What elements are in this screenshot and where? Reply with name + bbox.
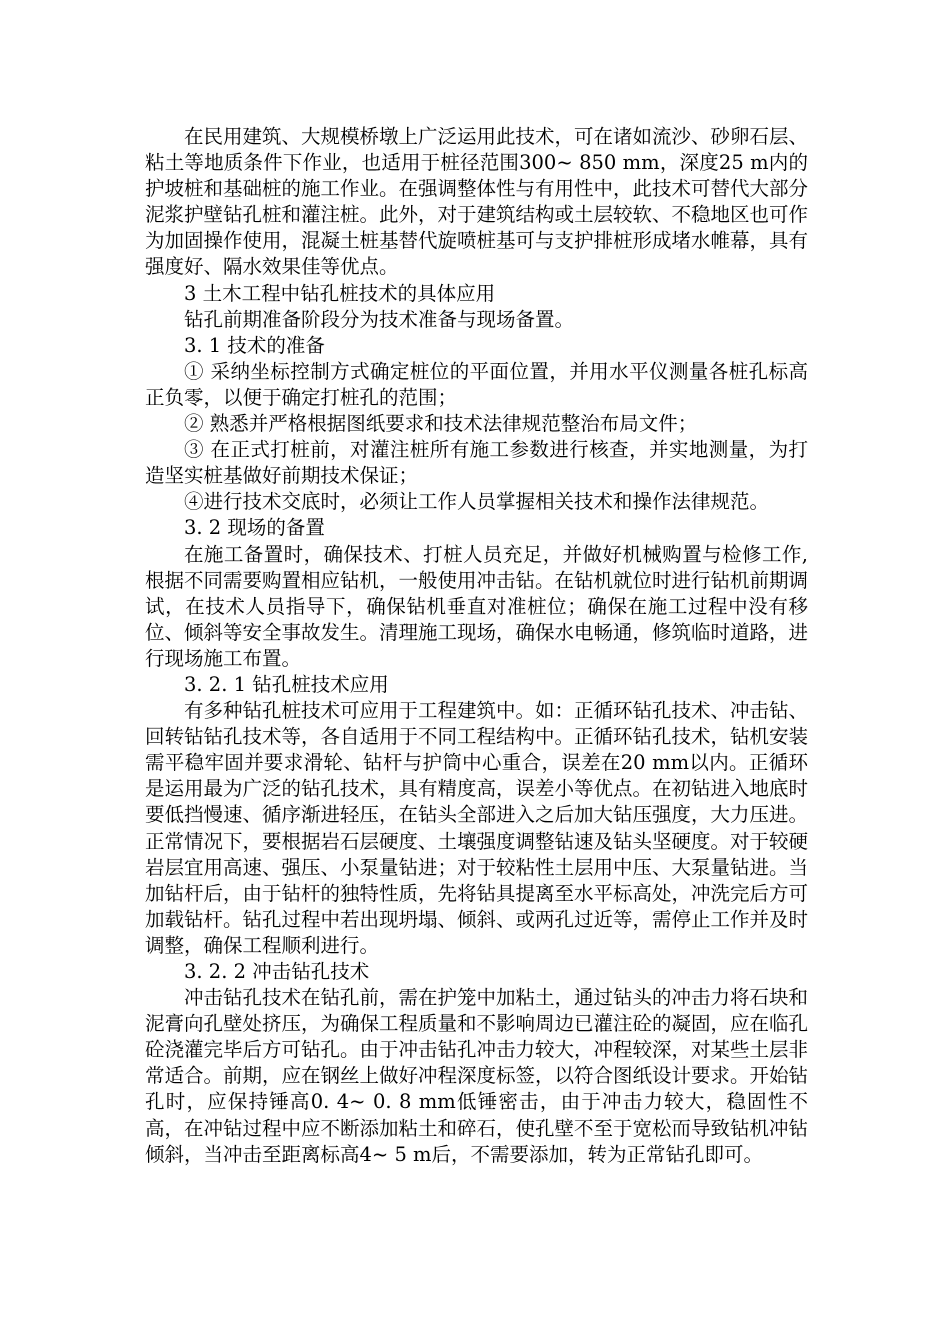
section-heading-3-2-1: 3. 2. 1 钻孔桩技术应用	[184, 672, 389, 696]
list-item-3: ③ 在正式打桩前，对灌注桩所有施工参数进行核查，并实地测量，为打造坚实桩基做好前期技术保证；	[145, 438, 808, 488]
list-item-2: ② 熟悉并严格根据图纸要求和技术法律规范整治布局文件；	[184, 412, 698, 436]
document-page	[145, 124, 808, 1168]
list-item-4: ④进行技术交底时，必须让工作人员掌握相关技术和操作法律规范。	[184, 490, 770, 514]
section-heading-3: 3 土木工程中钻孔桩技术的具体应用	[184, 281, 496, 305]
section-heading-3-1: 3. 1 技术的准备	[184, 333, 325, 357]
paragraph-site-prep: 在施工备置时，确保技术、打桩人员充足，并做好机械购置与检修工作,根据不同需要购置相应钻机，一般使用冲击钻。在钻机就位时进行钻机前期调试，在技术人员指导下，确保钻机垂直对准桩位；确保在施工过程中没有移位、倾斜等安全事故发生。清理施工现场，确保水电畅通，修筑临时道路，进行现场施工布置。	[145, 542, 809, 670]
paragraph-percussion-drilling: 冲击钻孔技术在钻孔前，需在护笼中加粘土，通过钻头的冲击力将石块和泥膏向孔壁处挤压，为确保工程质量和不影响周边已灌注砼的凝固，应在临孔砼浇灌完毕后方可钻孔。由于冲击钻孔冲击力较大，冲程较深，对某些土层非常适合。前期，应在钢丝上做好冲程深度标签，以符合图纸设计要求。开始钻孔时，应保持锤高0. 4~ 0. 8 mm低锤密击，由于冲击力较大，稳固性不高，在冲钻过程中应不断添加粘土和碎石，使孔壁不至于宽松而导致钻机冲钻倾斜，当冲击至距离标高4~ 5 m后，不需要添加，转为正常钻孔即可。	[145, 986, 809, 1166]
section-heading-3-2: 3. 2 现场的备置	[184, 516, 325, 540]
paragraph-intro: 在民用建筑、大规模桥墩上广泛运用此技术，可在诸如流沙、砂卵石层、粘土等地质条件下作业，也适用于桩径范围300~ 850 mm，深度25 m内的护坡桩和基础桩的施工作业。在强调整体性与有用性中，此技术可替代大部分泥浆护壁钻孔桩和灌注桩。此外，对于建筑结构或土层较软、不稳地区也可作为加固操作使用，混凝土桩基替代旋喷桩基可与支护排桩形成堵水帷幕，具有强度好、隔水效果佳等优点。	[145, 125, 809, 279]
list-item-1: ① 采纳坐标控制方式确定桩位的平面位置，并用水平仪测量各桩孔标高正负零，以便于确定打桩孔的范围；	[145, 359, 808, 409]
paragraph-prep-overview: 钻孔前期准备阶段分为技术准备与现场备置。	[184, 307, 575, 331]
paragraph-drilling-tech: 有多种钻孔桩技术可应用于工程建筑中。如：正循环钻孔技术、冲击钻、回转钻钻孔技术等，各自适用于不同工程结构中。正循环钻孔技术，钻机安装需平稳牢固并要求滑轮、钻杆与护筒中心重合，误差在20 mm以内。正循环是运用最为广泛的钻孔技术，具有精度高，误差小等优点。在初钻进入地底时要低挡慢速、循序渐进轻压，在钻头全部进入之后加大钻压强度，大力压进。正常情况下，要根据岩石层硬度、土壤强度调整钻速及钻头坚硬度。对于较硬岩层宜用高速、强压、小泵量钻进；对于较粘性土层用中压、大泵量钻进。当加钻杆后，由于钻杆的独特性质，先将钻具提离至水平标高处，冲洗完后方可加载钻杆。钻孔过程中若出现坍塌、倾斜、或两孔过近等，需停止工作并及时调整，确保工程顺利进行。	[145, 699, 809, 957]
section-heading-3-2-2: 3. 2. 2 冲击钻孔技术	[184, 960, 370, 983]
